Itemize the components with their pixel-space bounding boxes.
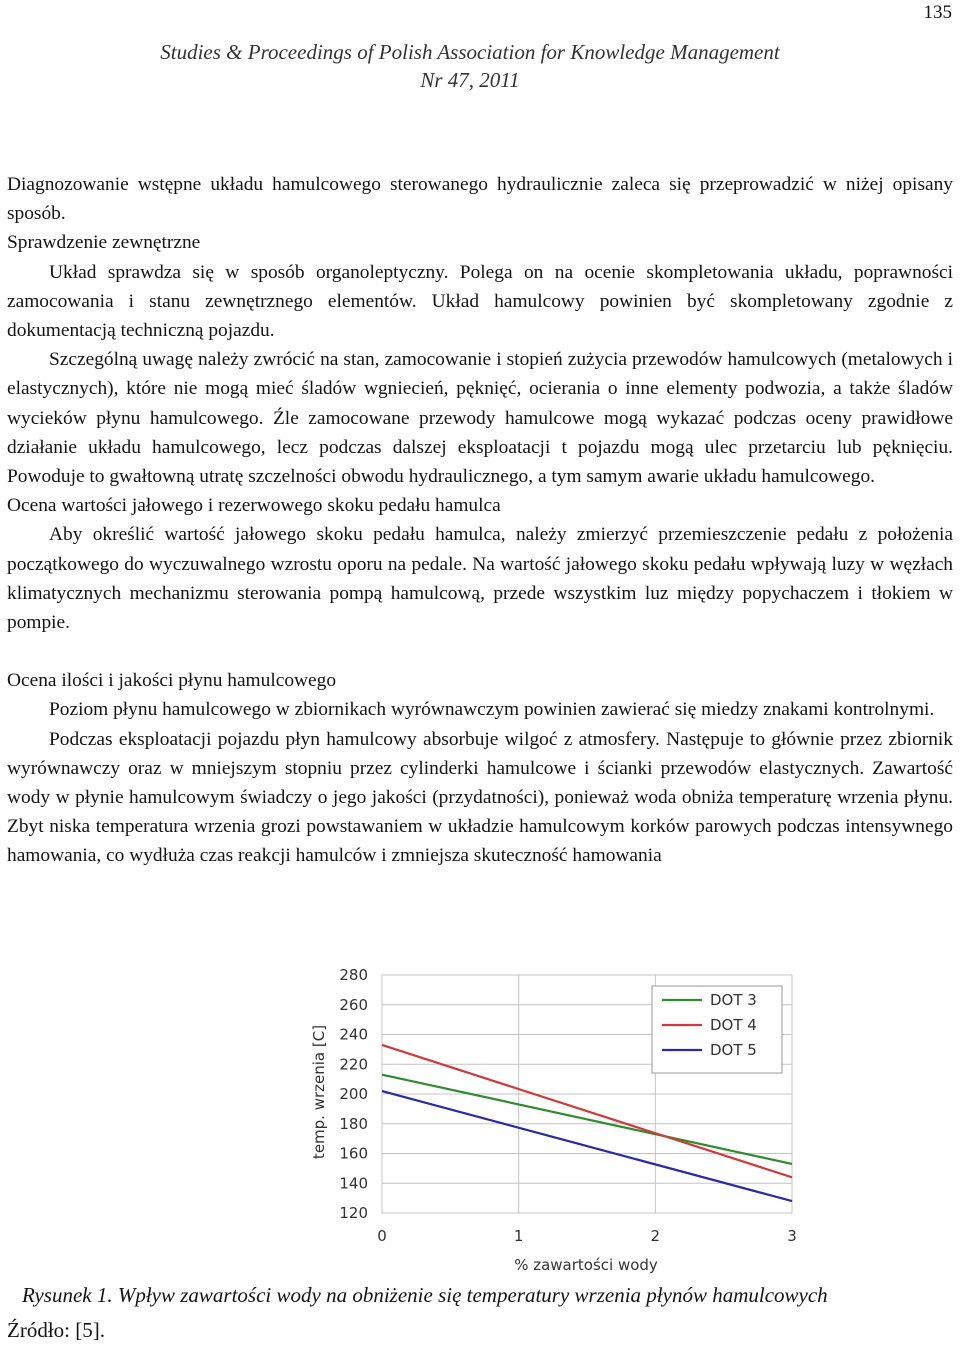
body-text [7,170,953,871]
y-axis-label: temp. wrzenia [C] [310,1024,328,1160]
figure-source: Źródło: [5]. [7,1318,105,1342]
x-axis-label: % zawartości wody [514,1256,658,1274]
y-tick-label: 260 [339,995,368,1014]
paragraph-organoleptic: Układ sprawdza się w sposób organoleptyczny. Polega on na ocenie skompletowania układu, poprawności zamocowania i stanu zewnętrznego elementów. Układ hamulcowy powinien być skompletowany zgodnie z dokumentacją techniczną pojazdu. [7,261,953,342]
legend-label: DOT 3 [710,991,757,1009]
paragraph-pedal-travel: Aby określić wartość jałowego skoku pedału hamulca, należy zmierzyć przemieszczenie pedału z położenia początkowego do wyczuwalnego wzrostu oporu na pedale. Na wartość jałowego skoku pedału wpływają luzy w węzłach klimatycznych mechanizmu sterowania pompą hamulcową, przede wszystkim luz między popychaczem i tłokiem w pompie. [7,524,953,634]
x-tick-label: 0 [377,1227,387,1245]
figure-chart [300,958,820,1278]
subheading-pedal-travel: Ocena wartości jałowego i rezerwowego skoku pedału hamulca [7,495,501,517]
paragraph-fluid-moisture: Podczas eksploatacji pojazdu płyn hamulcowy absorbuje wilgoć z atmosfery. Następuje to głównie przez zbiornik wyrównawczy oraz w mniejszym stopniu przez cylinderki hamulcowe i ścianki przewodów elastycznych. Zawartość wody w płynie hamulcowym świadczy o jego jakości (przydatności), ponieważ woda obniża temperaturę wrzenia płynu. Zbyt niska temperatura wrzenia grozi powstawaniem w układzie hamulcowym korków parowych podczas intensywnego hamowania, co wydłuża czas reakcji hamulców i zmniejsza skuteczność hamowania [7,728,953,867]
paragraph-brake-lines: Szczególną uwagę należy zwrócić na stan, zamocowanie i stopień zużycia przewodów hamulcowych (metalowych i elastycznych), które nie mogą mieć śladów wgniecień, pęknięć, ocierania o inne elementy podwozia, a także śladów wycieków płynu hamulcowego. Źle zamocowane przewody hamulcowe mogą wykazać podczas oceny prawidłowe działanie układu hamulcowego, lecz podczas dalszej eksploatacji t pojazdu mogą ulec przetarciu lub pęknięciu. Powoduje to gwałtowną utratę szczelności obwodu hydraulicznego, a tym samym awarie układu hamulcowego. [7,349,953,488]
paragraph-intro: Diagnozowanie wstępne układu hamulcowego sterowanego hydraulicznie zaleca się przeprowadzić w niżej opisany sposób. [7,174,953,225]
page-number: 135 [923,2,952,23]
y-tick-label: 160 [339,1144,368,1163]
legend-label: DOT 4 [710,1016,757,1034]
running-header [0,38,940,94]
y-tick-label: 200 [339,1085,368,1103]
subheading-external-check: Sprawdzenie zewnętrzne [7,232,201,254]
x-tick-label: 1 [513,1227,524,1245]
y-tick-label: 240 [339,1025,368,1044]
paragraph-gap [7,637,953,666]
y-tick-label: 140 [339,1174,368,1193]
y-tick-label: 220 [339,1055,368,1074]
y-tick-label: 180 [339,1114,368,1133]
legend-label: DOT 5 [710,1041,757,1059]
journal-title: Studies & Proceedings of Polish Association for Knowledge Management [160,40,780,64]
y-tick-label: 280 [339,966,368,984]
subheading-fluid-quality: Ocena ilości i jakości płynu hamulcowego [7,670,337,692]
paragraph-fluid-level: Poziom płynu hamulcowego w zbiornikach wyrównawczym powinien zawierać się miedzy znakami kontrolnymi. [49,699,935,721]
journal-issue: Nr 47, 2011 [420,68,520,92]
y-tick-label: 120 [339,1204,368,1222]
figure-caption: Rysunek 1. Wpływ zawartości wody na obniżenie się temperatury wrzenia płynów hamulcowych [22,1283,828,1307]
x-tick-label: 2 [650,1227,661,1245]
x-tick-label: 3 [787,1227,797,1245]
boiling-point-chart [300,958,820,1278]
